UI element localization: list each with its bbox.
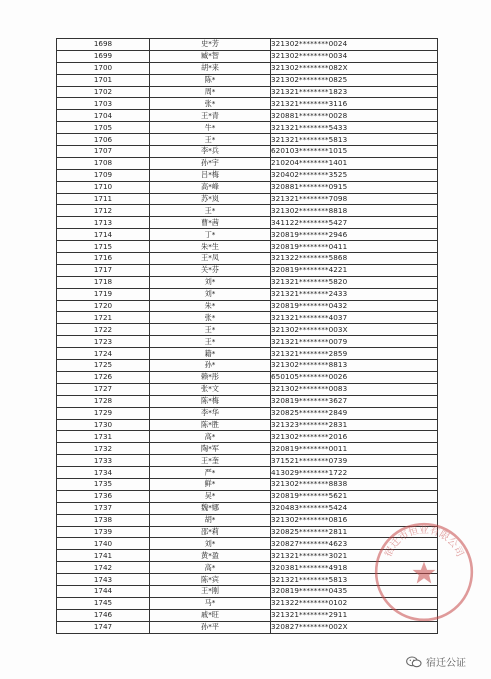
row-number-cell: 1724	[57, 348, 150, 360]
row-number-cell: 1743	[57, 574, 150, 586]
table-row	[57, 312, 438, 324]
row-number-cell: 1726	[57, 371, 150, 383]
row-number-cell: 1704	[57, 110, 150, 122]
name-cell: 李*兵	[150, 146, 271, 158]
row-number-cell: 1733	[57, 455, 150, 467]
id-number-cell: 321321********5813	[271, 574, 438, 586]
id-number-cell: 321302********0024	[271, 39, 438, 51]
name-cell: 魏*娜	[150, 502, 271, 514]
table-row	[57, 181, 438, 193]
table-row	[57, 86, 438, 98]
name-cell: 陈*	[150, 74, 271, 86]
id-number-cell: 321321********3021	[271, 550, 438, 562]
name-cell: 吕*梅	[150, 169, 271, 181]
row-number-cell: 1734	[57, 467, 150, 479]
name-cell: 关*芬	[150, 264, 271, 276]
row-number-cell: 1732	[57, 443, 150, 455]
row-number-cell: 1711	[57, 193, 150, 205]
id-number-cell: 320819********3627	[271, 395, 438, 407]
row-number-cell: 1698	[57, 39, 150, 51]
name-cell: 王*	[150, 336, 271, 348]
row-number-cell: 1710	[57, 181, 150, 193]
id-number-cell: 320881********0028	[271, 110, 438, 122]
row-number-cell: 1740	[57, 538, 150, 550]
svg-text:宿迁市恒业有限公司	[382, 523, 466, 559]
name-cell: 王*奎	[150, 455, 271, 467]
table-row	[57, 39, 438, 51]
id-number-cell: 321321********0079	[271, 336, 438, 348]
table-row	[57, 502, 438, 514]
table-row	[57, 157, 438, 169]
table-row	[57, 383, 438, 395]
name-cell: 刘*	[150, 288, 271, 300]
row-number-cell: 1703	[57, 98, 150, 110]
name-cell: 高*峰	[150, 181, 271, 193]
name-cell: 陈*胜	[150, 419, 271, 431]
table-row	[57, 134, 438, 146]
name-cell: 邵*莉	[150, 526, 271, 538]
row-number-cell: 1747	[57, 621, 150, 633]
id-number-cell: 321321********7098	[271, 193, 438, 205]
id-number-cell: 320819********0411	[271, 241, 438, 253]
id-number-cell: 321321********2859	[271, 348, 438, 360]
name-cell: 王*凤	[150, 253, 271, 265]
id-number-cell: 321302********0034	[271, 50, 438, 62]
table-row	[57, 348, 438, 360]
id-number-cell: 321321********5820	[271, 276, 438, 288]
table-row	[57, 193, 438, 205]
row-number-cell: 1728	[57, 395, 150, 407]
row-number-cell: 1735	[57, 478, 150, 490]
name-cell: 曹*茜	[150, 217, 271, 229]
id-number-cell: 210204********1401	[271, 157, 438, 169]
id-number-cell: 321321********2911	[271, 609, 438, 621]
row-number-cell: 1707	[57, 146, 150, 158]
row-number-cell: 1741	[57, 550, 150, 562]
id-number-cell: 371521********0739	[271, 455, 438, 467]
row-number-cell: 1739	[57, 526, 150, 538]
footer-brand	[406, 654, 466, 669]
name-cell: 刘*	[150, 276, 271, 288]
name-cell: 胡*来	[150, 62, 271, 74]
id-number-cell: 320881********0915	[271, 181, 438, 193]
table-row	[57, 62, 438, 74]
name-cell: 严*	[150, 467, 271, 479]
id-number-cell: 320819********0435	[271, 585, 438, 597]
name-cell: 牛*	[150, 122, 271, 134]
table-row	[57, 205, 438, 217]
row-number-cell: 1706	[57, 134, 150, 146]
name-cell: 王*	[150, 205, 271, 217]
row-number-cell: 1720	[57, 300, 150, 312]
id-number-cell: 321302********8813	[271, 360, 438, 372]
row-number-cell: 1699	[57, 50, 150, 62]
table-row	[57, 371, 438, 383]
row-number-cell: 1730	[57, 419, 150, 431]
name-cell: 周*	[150, 86, 271, 98]
id-number-cell: 321321********5813	[271, 134, 438, 146]
id-number-cell: 320819********2946	[271, 229, 438, 241]
id-number-cell: 320402********3525	[271, 169, 438, 181]
id-number-cell: 341122********5427	[271, 217, 438, 229]
row-number-cell: 1731	[57, 431, 150, 443]
id-number-cell: 320825********2849	[271, 407, 438, 419]
name-cell: 张*	[150, 312, 271, 324]
table-row	[57, 288, 438, 300]
name-cell: 朱*	[150, 300, 271, 312]
id-number-cell: 321302********0825	[271, 74, 438, 86]
table-row	[57, 336, 438, 348]
table-row	[57, 241, 438, 253]
table-row	[57, 300, 438, 312]
id-number-cell: 320381********4918	[271, 562, 438, 574]
name-cell: 王*	[150, 324, 271, 336]
name-cell: 胡*	[150, 514, 271, 526]
name-cell: 籍*	[150, 348, 271, 360]
name-cell: 戚*旺	[150, 609, 271, 621]
wechat-icon	[406, 656, 422, 668]
row-number-cell: 1705	[57, 122, 150, 134]
row-number-cell: 1727	[57, 383, 150, 395]
name-cell: 高*	[150, 431, 271, 443]
row-number-cell: 1712	[57, 205, 150, 217]
row-number-cell: 1700	[57, 62, 150, 74]
id-number-cell: 320825********2811	[271, 526, 438, 538]
name-cell: 陈*宾	[150, 574, 271, 586]
row-number-cell: 1708	[57, 157, 150, 169]
row-number-cell: 1717	[57, 264, 150, 276]
table-row	[57, 74, 438, 86]
row-number-cell: 1737	[57, 502, 150, 514]
name-cell: 黄*盈	[150, 550, 271, 562]
table-row	[57, 431, 438, 443]
table-row	[57, 478, 438, 490]
id-number-cell: 320819********4221	[271, 264, 438, 276]
name-cell: 陈*梅	[150, 395, 271, 407]
id-number-cell: 321302********8838	[271, 478, 438, 490]
table-row	[57, 419, 438, 431]
id-number-cell: 321302********0816	[271, 514, 438, 526]
table-row	[57, 395, 438, 407]
table-row	[57, 253, 438, 265]
row-number-cell: 1722	[57, 324, 150, 336]
row-number-cell: 1718	[57, 276, 150, 288]
name-cell: 孙*宇	[150, 157, 271, 169]
table-row	[57, 110, 438, 122]
footer-brand-label: 宿迁公证	[426, 658, 466, 669]
table-row	[57, 229, 438, 241]
id-number-cell: 650105********0026	[271, 371, 438, 383]
name-cell: 刘*	[150, 538, 271, 550]
row-number-cell: 1738	[57, 514, 150, 526]
table-row	[57, 217, 438, 229]
name-cell: 吴*	[150, 490, 271, 502]
row-number-cell: 1744	[57, 585, 150, 597]
id-number-cell: 321321********2433	[271, 288, 438, 300]
row-number-cell: 1702	[57, 86, 150, 98]
id-number-cell: 321321********5433	[271, 122, 438, 134]
table-row	[57, 122, 438, 134]
name-cell: 史*芳	[150, 39, 271, 51]
table-row	[57, 360, 438, 372]
name-cell: 王*青	[150, 110, 271, 122]
id-number-cell: 321302********2016	[271, 431, 438, 443]
name-cell: 张*文	[150, 383, 271, 395]
row-number-cell: 1716	[57, 253, 150, 265]
seal-text: 宿迁市恒业有限公司	[382, 525, 466, 559]
name-cell: 陶*军	[150, 443, 271, 455]
id-number-cell: 321302********8818	[271, 205, 438, 217]
id-number-cell: 321321********4037	[271, 312, 438, 324]
id-number-cell: 321302********003X	[271, 324, 438, 336]
name-cell: 苏*岚	[150, 193, 271, 205]
row-number-cell: 1719	[57, 288, 150, 300]
name-cell: 朱*生	[150, 241, 271, 253]
row-number-cell: 1746	[57, 609, 150, 621]
id-number-cell: 320819********0432	[271, 300, 438, 312]
table-row	[57, 146, 438, 158]
name-cell: 丁*	[150, 229, 271, 241]
row-number-cell: 1723	[57, 336, 150, 348]
id-number-cell: 320819********5621	[271, 490, 438, 502]
row-number-cell: 1701	[57, 74, 150, 86]
table-row	[57, 490, 438, 502]
id-number-cell: 320827********4623	[271, 538, 438, 550]
row-number-cell: 1713	[57, 217, 150, 229]
table-row	[57, 169, 438, 181]
row-number-cell: 1729	[57, 407, 150, 419]
id-number-cell: 321302********0083	[271, 383, 438, 395]
table-row	[57, 264, 438, 276]
table-row	[57, 407, 438, 419]
row-number-cell: 1742	[57, 562, 150, 574]
table-row	[57, 50, 438, 62]
id-number-cell: 413029********1722	[271, 467, 438, 479]
row-number-cell: 1721	[57, 312, 150, 324]
row-number-cell: 1715	[57, 241, 150, 253]
id-number-cell: 620103********1015	[271, 146, 438, 158]
name-cell: 鲜*	[150, 478, 271, 490]
id-number-cell: 321302********082X	[271, 62, 438, 74]
table-row	[57, 98, 438, 110]
row-number-cell: 1709	[57, 169, 150, 181]
name-cell: 张*	[150, 98, 271, 110]
id-number-cell: 320819********0011	[271, 443, 438, 455]
row-number-cell: 1736	[57, 490, 150, 502]
name-cell: 孙*平	[150, 621, 271, 633]
table-row	[57, 455, 438, 467]
row-number-cell: 1714	[57, 229, 150, 241]
table-row	[57, 324, 438, 336]
name-cell: 赖*彤	[150, 371, 271, 383]
id-number-cell: 321323********2831	[271, 419, 438, 431]
table-row	[57, 467, 438, 479]
name-cell: 马*	[150, 597, 271, 609]
name-cell: 王*刚	[150, 585, 271, 597]
name-cell: 臧*智	[150, 50, 271, 62]
name-cell: 李*华	[150, 407, 271, 419]
id-number-cell: 321321********3116	[271, 98, 438, 110]
row-number-cell: 1725	[57, 360, 150, 372]
name-cell: 孙*	[150, 360, 271, 372]
table-row	[57, 443, 438, 455]
id-number-cell: 320483********5424	[271, 502, 438, 514]
company-seal	[372, 520, 476, 624]
row-number-cell: 1745	[57, 597, 150, 609]
name-cell: 高*	[150, 562, 271, 574]
id-number-cell: 320827********002X	[271, 621, 438, 633]
id-number-cell: 321322********5868	[271, 253, 438, 265]
id-number-cell: 321322********0102	[271, 597, 438, 609]
name-cell: 王*	[150, 134, 271, 146]
id-number-cell: 321321********1823	[271, 86, 438, 98]
table-row	[57, 276, 438, 288]
